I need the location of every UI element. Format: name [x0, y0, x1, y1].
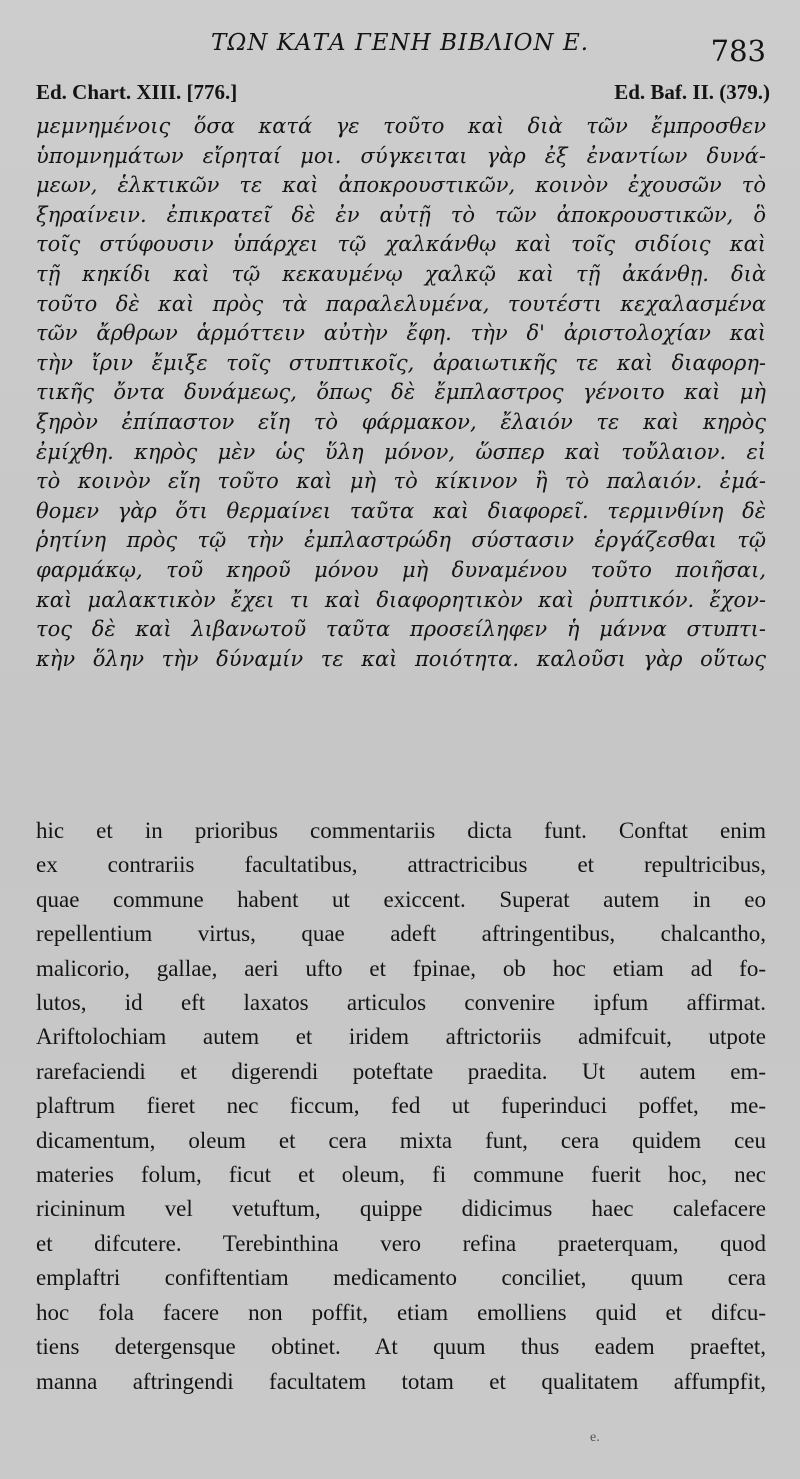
latin-line: ex contrariis facultatibus, attractricibus et repultricibus, [36, 852, 766, 878]
latin-line: emplaftri confiftentiam medicamento conciliet, quum cera [36, 1265, 766, 1291]
latin-line: lutos, id eft laxatos articulos convenire ipfum affirmat. [36, 990, 766, 1016]
greek-line: φαρμάκῳ, τοῦ κηροῦ μόνου μὴ δυναμένου τοῦτο ποιῆσαι, [36, 557, 766, 582]
greek-line: κὴν ὅλην τὴν δύναμίν τε καὶ ποιότητα. καλοῦσι γὰρ οὕτως [36, 646, 766, 671]
latin-line: materies folum, ficut et oleum, fi commune fuerit hoc, nec [36, 1162, 766, 1188]
greek-line: καὶ μαλακτικὸν ἔχει τι καὶ διαφορητικὸν καὶ ῥυπτικόν. ἔχον- [36, 587, 766, 612]
greek-line: τῇ κηκίδι καὶ τῷ κεκαυμένῳ χαλκῷ καὶ τῇ ἀκάνθῃ. διὰ [36, 261, 766, 286]
bottom-page-mark: e. [590, 1430, 600, 1445]
greek-line: ξηραίνειν. ἐπικρατεῖ δὲ ἐν αὐτῇ τὸ τῶν ἀποκρουστικῶν, ὃ [36, 202, 766, 227]
latin-line: malicorio, gallae, aeri ufto et fpinae, ob hoc etiam ad fo- [36, 955, 766, 981]
greek-line: μεμνημένοις ὅσα κατά γε τοῦτο καὶ διὰ τῶν ἔμπροσθεν [36, 114, 766, 138]
greek-line: ῥητίνη πρὸς τῷ τὴν ἐμπλαστρώδη σύστασιν ἐργάζεσθαι τῷ [36, 528, 766, 553]
greek-line: τος δὲ καὶ λιβανωτοῦ ταῦτα προσείληφεν ἡ μάννα στυπτι- [36, 617, 766, 642]
greek-line: τοῦτο δὲ καὶ πρὸς τὰ παραλελυμένα, τουτέστι κεχαλασμένα [36, 291, 766, 316]
latin-line: manna aftringendi facultatem totam et qualitatem affumpfit, [36, 1368, 766, 1394]
greek-line: τικῆς ὄντα δυνάμεως, ὅπως δὲ ἔμπλαστρος γένοιτο καὶ μὴ [36, 380, 766, 405]
greek-line: ἐμίχθη. κηρὸς μὲν ὡς ὕλη μόνον, ὥσπερ καὶ τοὔλαιον. εἰ [36, 439, 766, 464]
latin-line: quae commune habent ut exiccent. Superat autem in eo [36, 886, 766, 912]
latin-line: plaftrum fieret nec ficcum, fed ut fuperinduci poffet, me- [36, 1093, 766, 1119]
latin-line: dicamentum, oleum et cera mixta funt, cera quidem ceu [36, 1127, 766, 1153]
running-title: ΤΩΝ ΚΑΤΑ ΓΕΝΗ ΒΙΒΛΙΟΝ Ε. [210, 30, 590, 56]
latin-line: rarefaciendi et digerendi poteftate praedita. Ut autem em- [36, 1058, 766, 1084]
page-number: 783 [710, 34, 766, 68]
latin-text-block [36, 814, 766, 1399]
greek-line: τοῖς στύφουσιν ὑπάρχει τῷ χαλκάνθῳ καὶ τοῖς σιδίοις καὶ [36, 232, 766, 257]
edition-reference-left: Ed. Chart. XIII. [776.] [36, 80, 238, 104]
greek-line: τῶν ἄρθρων ἁρμόττειν αὐτὴν ἔφη. τὴν δ' ἀριστολοχίαν καὶ [36, 321, 766, 346]
edition-reference-right: Ed. Baf. II. (379.) [614, 80, 770, 104]
greek-line: θομεν γὰρ ὅτι θερμαίνει ταῦτα καὶ διαφορεῖ. τερμινθίνη δὲ [36, 498, 766, 523]
latin-line: repellentium virtus, quae adeft aftringentibus, chalcantho, [36, 921, 766, 947]
greek-line: τὴν ἴριν ἔμιξε τοῖς στυπτικοῖς, ἀραιωτικῆς τε καὶ διαφορη- [36, 350, 766, 375]
latin-line: tiens detergensque obtinet. At quum thus eadem praeftet, [36, 1334, 766, 1360]
latin-line: ricininum vel vetuftum, quippe didicimus haec calefacere [36, 1196, 766, 1222]
latin-line: hoc fola facere non poffit, etiam emolliens quid et difcu- [36, 1299, 766, 1325]
greek-text-block [36, 112, 766, 674]
latin-line: hic et in prioribus commentariis dicta funt. Conftat enim [36, 818, 766, 843]
greek-line: μεων, ἑλκτικῶν τε καὶ ἀποκρουστικῶν, κοινὸν ἐχουσῶν τὸ [36, 173, 766, 198]
greek-line: τὸ κοινὸν εἴη τοῦτο καὶ μὴ τὸ κίκινον ἢ τὸ παλαιόν. ἐμά- [36, 469, 766, 494]
greek-line: ξηρὸν ἐπίπαστον εἴη τὸ φάρμακον, ἔλαιόν τε καὶ κηρὸς [36, 409, 766, 434]
greek-line: ὑπομνημάτων εἴρηταί μοι. σύγκειται γὰρ ἐξ ἐναντίων δυνά- [36, 143, 766, 168]
latin-line: et difcutere. Terebinthina vero refina praeterquam, quod [36, 1230, 766, 1256]
latin-line: Ariftolochiam autem et iridem aftrictoriis admifcuit, utpote [36, 1024, 766, 1050]
